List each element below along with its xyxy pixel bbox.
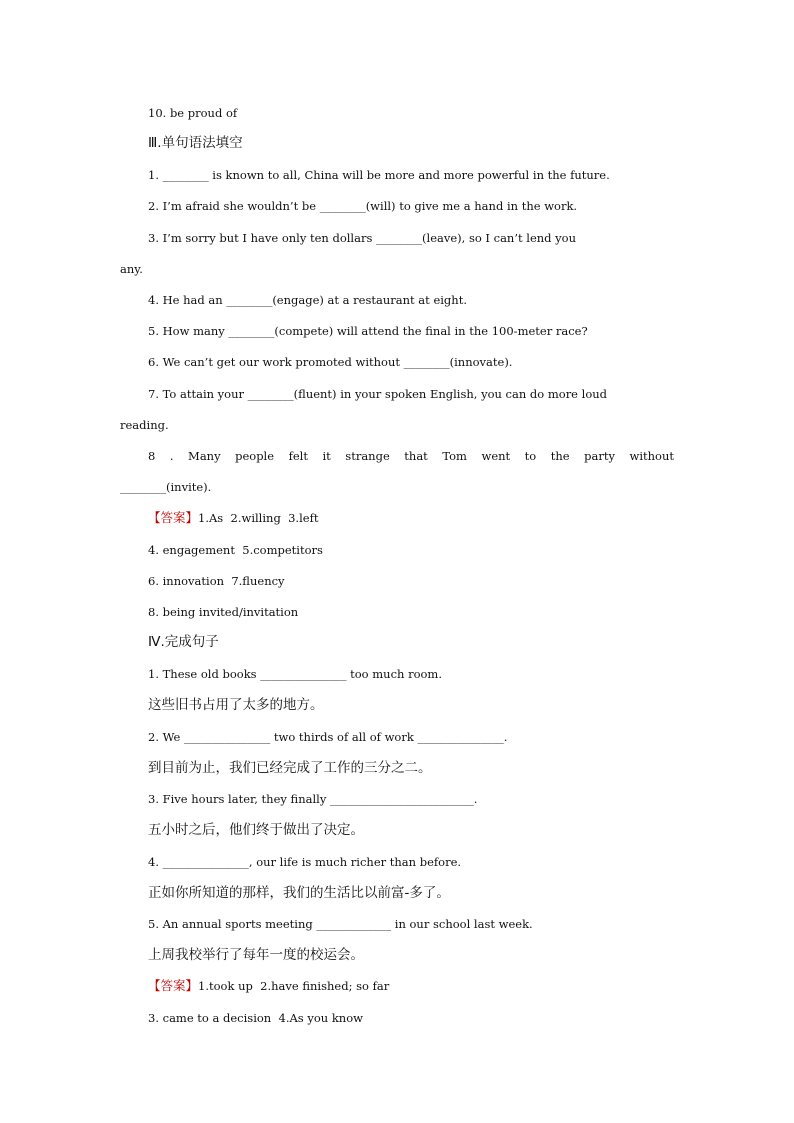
question-4: 4. He had an ________(engage) at a restaurant at eight. [148,293,467,307]
question-7-line-2: reading. [120,418,169,432]
question-8-line-2: ________(invite). [120,480,212,494]
answer-block-1-line-3: 6. innovation 7.fluency [148,574,285,588]
answer-block-1-line-1 [148,510,318,526]
answer-block-2-line-1 [148,978,389,994]
answer-block-1-line-4: 8. being invited/invitation [148,605,299,619]
sentence-2: 2. We _______________ two thirds of all of work _______________. [148,730,508,744]
sentence-5-chinese: 上周我校举行了每年一度的校运会。 [148,947,364,963]
sentence-2-chinese: 到目前为止，我们已经完成了工作的三分之二。 [148,760,432,776]
question-2: 2. I’m afraid she wouldn’t be ________(will) to give me a hand in the work. [148,199,578,213]
question-8-line-1: 8 . Many people felt it strange that Tom went to the party without [148,449,674,463]
answer-text: 1.As 2.willing 3.left [198,511,319,525]
section-heading-4: Ⅳ.完成句子 [148,634,219,650]
question-3-line-1: 3. I’m sorry but I have only ten dollars ________(leave), so I can’t lend you [148,231,576,245]
sentence-4: 4. _______________, our life is much richer than before. [148,855,462,869]
sentence-4-chinese: 正如你所知道的那样，我们的生活比以前富-多了。 [148,885,450,901]
question-1: 1. ________ is known to all, China will be more and more powerful in the future. [148,168,610,182]
sentence-3: 3. Five hours later, they finally _________________________. [148,792,478,806]
question-6: 6. We can’t get our work promoted without ________(innovate). [148,355,513,369]
item-10: 10. be proud of [148,106,238,120]
answer-tag: 【答案】 [148,978,199,993]
sentence-5: 5. An annual sports meeting _____________ in our school last week. [148,917,533,931]
section-heading-3: Ⅲ.单句语法填空 [148,135,243,151]
answer-tag: 【答案】 [148,510,199,525]
question-3-line-2: any. [120,262,143,276]
question-7-line-1: 7. To attain your ________(fluent) in your spoken English, you can do more loud [148,387,608,401]
sentence-3-chinese: 五小时之后，他们终于做出了决定。 [148,822,364,838]
question-5: 5. How many ________(compete) will attend the final in the 100-meter race? [148,324,588,338]
answer-text: 1.took up 2.have finished; so far [198,979,390,993]
answer-block-1-line-2: 4. engagement 5.competitors [148,543,323,557]
answer-block-2-line-2: 3. came to a decision 4.As you know [148,1011,363,1025]
sentence-1-chinese: 这些旧书占用了太多的地方。 [148,697,324,713]
sentence-1: 1. These old books _______________ too much room. [148,667,442,681]
